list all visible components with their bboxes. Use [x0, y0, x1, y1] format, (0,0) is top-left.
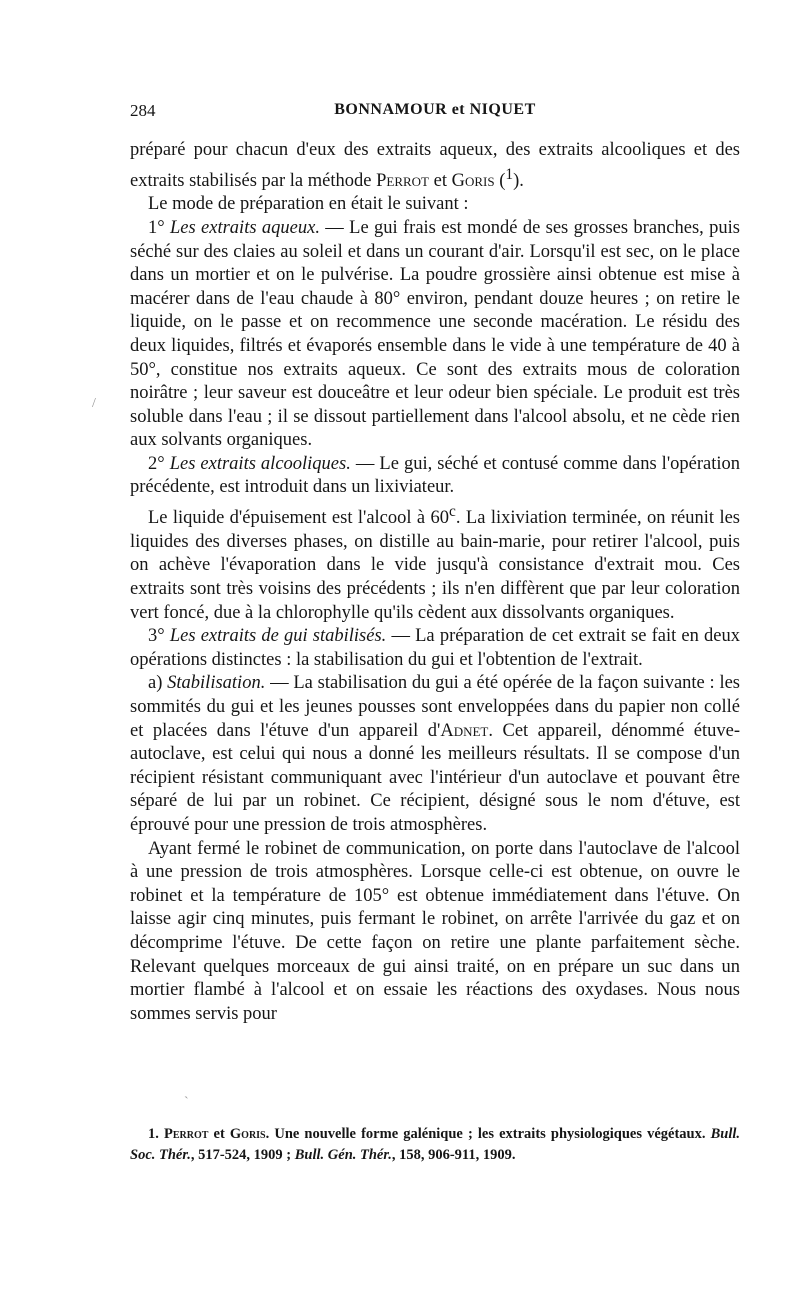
- main-text: [130, 139, 740, 1026]
- small-caps-name: Goris: [229, 1126, 266, 1142]
- text-run: — Le gui, séché et contusé comme dans l'opération précédente, est introduit dans un lixiviateur.: [130, 453, 741, 498]
- text-run: Le mode de préparation en était le suivant :: [148, 194, 469, 215]
- superscript: 1: [505, 165, 514, 183]
- superscript: c: [449, 503, 456, 521]
- page-header: [130, 101, 740, 129]
- small-caps-name: Goris: [451, 170, 495, 191]
- running-head: BONNAMOUR et NIQUET: [334, 101, 536, 118]
- italic-text: Stabilisation.: [167, 673, 266, 694]
- paragraph: [130, 193, 740, 217]
- text-run: . La lixiviation terminée, on réunit les liquides des diverses phases, on distille au bain-marie, pour retirer l'alcool, puis on achève l'évaporation dans le vide jusqu'à consistance d'extrait mou. Ces extraits sont très voisins des précédents ; ils n'en diffèrent que par leur coloration vert foncé, due à la chlorophylle qu'ils cèdent aux dissolvants organiques.: [130, 508, 740, 623]
- text-run: . Cet appareil, dénommé étuve-autoclave, est celui qui nous a donné les meilleurs résultats. Il se compose d'un récipient résistant communiquant avec l'intérieur d'un autoclave et pouvant être séparé de lui par un robinet. Ce récipient, désigné sous le nom d'étuve, est éprouvé pour une pression de trois atmosphères.: [130, 720, 740, 835]
- italic-text: Les extraits aqueux.: [170, 217, 320, 238]
- small-caps-name: Perrot: [376, 170, 429, 191]
- italic-text: Bull. Soc. Thér.: [130, 1126, 740, 1163]
- text-run: 2°: [148, 453, 170, 474]
- text-run: . Une nouvelle forme galénique ; les extraits physiologiques végétaux.: [265, 1126, 711, 1142]
- text-run: Le liquide d'épuisement est l'alcool à 60: [148, 508, 450, 529]
- text-run: 1.: [148, 1126, 164, 1142]
- text-run: a): [148, 673, 168, 694]
- paragraph: [130, 139, 740, 193]
- text-run: — La stabilisation du gui a été opérée de la façon suivante : les sommités du gui et les jeunes pousses sont enveloppées dans du papier non collé et placées dans l'étuve d'un appareil d': [130, 673, 741, 741]
- italic-text: Les extraits de gui stabilisés.: [169, 626, 387, 647]
- text-run: 3°: [148, 626, 170, 647]
- paragraph: [130, 672, 740, 837]
- italic-text: Les extraits alcooliques.: [169, 453, 351, 474]
- stray-mark: `: [184, 1095, 189, 1110]
- page-number: 284: [130, 101, 156, 120]
- small-caps-name: Adnet: [440, 720, 489, 741]
- text-run: 1°: [148, 217, 170, 238]
- paragraph: [130, 217, 740, 453]
- text-run: et: [208, 1126, 230, 1142]
- paragraph: [130, 838, 740, 1027]
- italic-text: Bull. Gén. Thér.: [294, 1147, 392, 1163]
- text-run: préparé pour chacun d'eux des extraits aqueux, des extraits alcooliques et des extraits stabilisés par la méthode: [130, 140, 740, 191]
- text-run: , 517-524, 1909 ;: [190, 1147, 295, 1163]
- footnote: [130, 1124, 740, 1166]
- text-run: Ayant fermé le robinet de communication, on porte dans l'autoclave de l'alcool à une pression de trois atmosphères. Lorsque celle-ci est obtenue, on ouvre le robinet et la température de 105° est obtenue immédiatement dans l'étuve. On laisse agir cinq minutes, puis fermant le robinet, on arrête l'arrivée du gaz et on décomprime l'étuve. De cette façon on retire une plante parfaitement sèche. Relevant quelques morceaux de gui ainsi traité, on en prépare un suc dans un mortier flambé à l'alcool et on essaie les réactions des oxydases. Nous nous sommes servis pour: [130, 838, 740, 1024]
- footnotes: [130, 1124, 740, 1166]
- text-run: — La préparation de cet extrait se fait en deux opérations distinctes : la stabilisation du gui et l'obtention de l'extrait.: [130, 626, 740, 670]
- margin-mark: /: [92, 396, 96, 411]
- text-run: et: [429, 170, 452, 191]
- small-caps-name: Perrot: [163, 1126, 209, 1142]
- paragraph: [130, 625, 740, 672]
- text-run: (: [494, 170, 506, 191]
- paragraph: [130, 500, 740, 625]
- text-run: — Le gui frais est mondé de ses grosses branches, puis séché sur des claies au soleil et dans un courant d'air. Lorsqu'il est sec, on le place dans un mortier et on le pulvérise. La poudre grossière ainsi obtenue est mise à macérer dans de l'eau chaude à 80° environ, pendant douze heures ; on retire le liquide, on le passe et on recommence une seconde macération. Le résidu des deux liquides, filtrés et évaporés ensemble dans le vide à une température de 40 à 50°, constitue nos extraits aqueux. Ce sont des extraits mous de coloration noirâtre ; leur saveur est douceâtre et leur odeur bien spéciale. Le produit est très soluble dans l'eau ; il se dissout partiellement dans l'alcool absolu, et ne cède rien aux solvants organiques.: [130, 217, 740, 451]
- text-run: ).: [513, 170, 524, 191]
- text-run: , 158, 906-911, 1909.: [391, 1147, 516, 1163]
- paragraph: [130, 453, 740, 500]
